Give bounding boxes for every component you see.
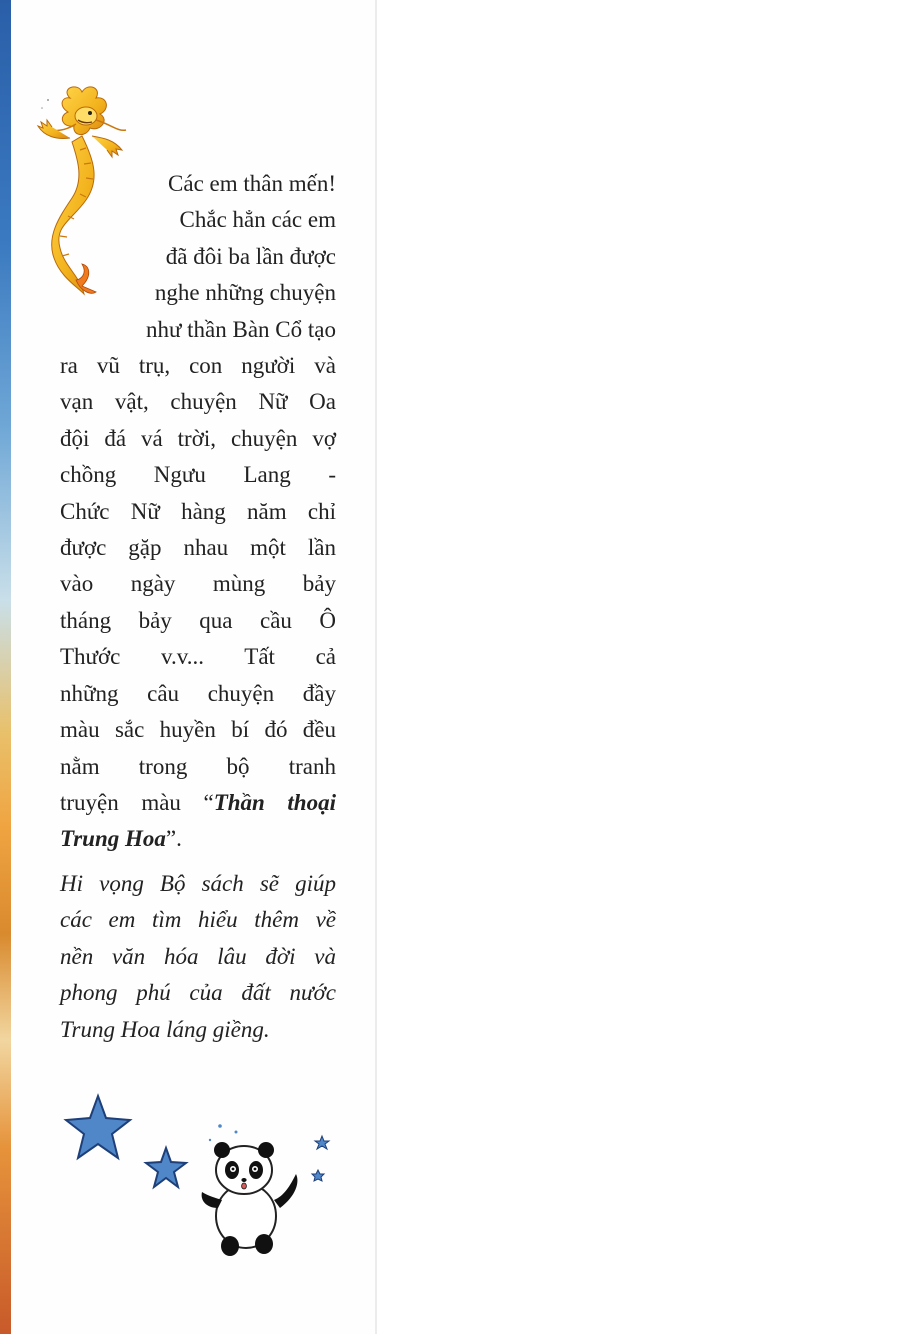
wish-line: Hi vọng Bộ sách sẽ giúp — [60, 871, 336, 896]
stars-and-panda-illustration — [60, 1088, 350, 1263]
intro-line: màu sắc huyền bí đó đều — [60, 717, 336, 743]
intro-line: tháng bảy qua cầu Ô — [60, 607, 336, 633]
intro-line: những câu chuyện đầy — [60, 680, 336, 706]
cover-edge-strip — [0, 0, 11, 1334]
series-title-part2: Trung Hoa — [60, 826, 166, 852]
blank-page — [377, 0, 900, 1334]
intro-line: nghe những chuyện — [154, 280, 336, 306]
wish-line: Trung Hoa láng giềng. — [60, 1016, 270, 1042]
wish-line: phong phú của đất nước — [60, 980, 336, 1006]
panda-icon — [202, 1142, 298, 1256]
intro-line: đội đá vá trời, chuyện vợ — [60, 425, 336, 451]
intro-line: Thước v.v... Tất cả — [60, 644, 336, 670]
intro-line: Các em thân mến! — [168, 171, 336, 196]
intro-line: Chức Nữ hàng năm chỉ — [60, 498, 336, 524]
intro-line: ra vũ trụ, con người và — [60, 353, 336, 379]
star-icon — [315, 1136, 329, 1149]
star-icon — [66, 1096, 130, 1158]
closing-suffix: ”. — [165, 826, 182, 852]
star-icon — [146, 1148, 186, 1187]
wish-line: nền văn hóa lâu đời và — [60, 943, 336, 969]
intro-line: như thần Bàn Cổ tạo — [145, 316, 336, 342]
intro-closing-line — [60, 821, 336, 857]
intro-line: chồng Ngưu Lang - — [60, 462, 336, 488]
intro-line: Chắc hẳn các em — [179, 207, 336, 233]
intro-line: đã đôi ba lần được — [165, 243, 336, 269]
intro-line: nằm trong bộ tranh — [60, 753, 336, 779]
intro-closing-line — [60, 785, 336, 821]
intro-line: được gặp nhau một lần — [60, 535, 336, 561]
intro-paragraph — [60, 166, 336, 858]
wish-line: các em tìm hiểu thêm về — [60, 907, 336, 933]
wish-paragraph — [60, 866, 336, 1048]
intro-line: vào ngày mùng bảy — [60, 571, 336, 597]
intro-line: vạn vật, chuyện Nữ Oa — [60, 389, 336, 415]
star-icon — [312, 1170, 324, 1181]
series-title-part1: Thần thoại — [213, 789, 336, 815]
closing-prefix: truyện màu “ — [60, 789, 214, 815]
